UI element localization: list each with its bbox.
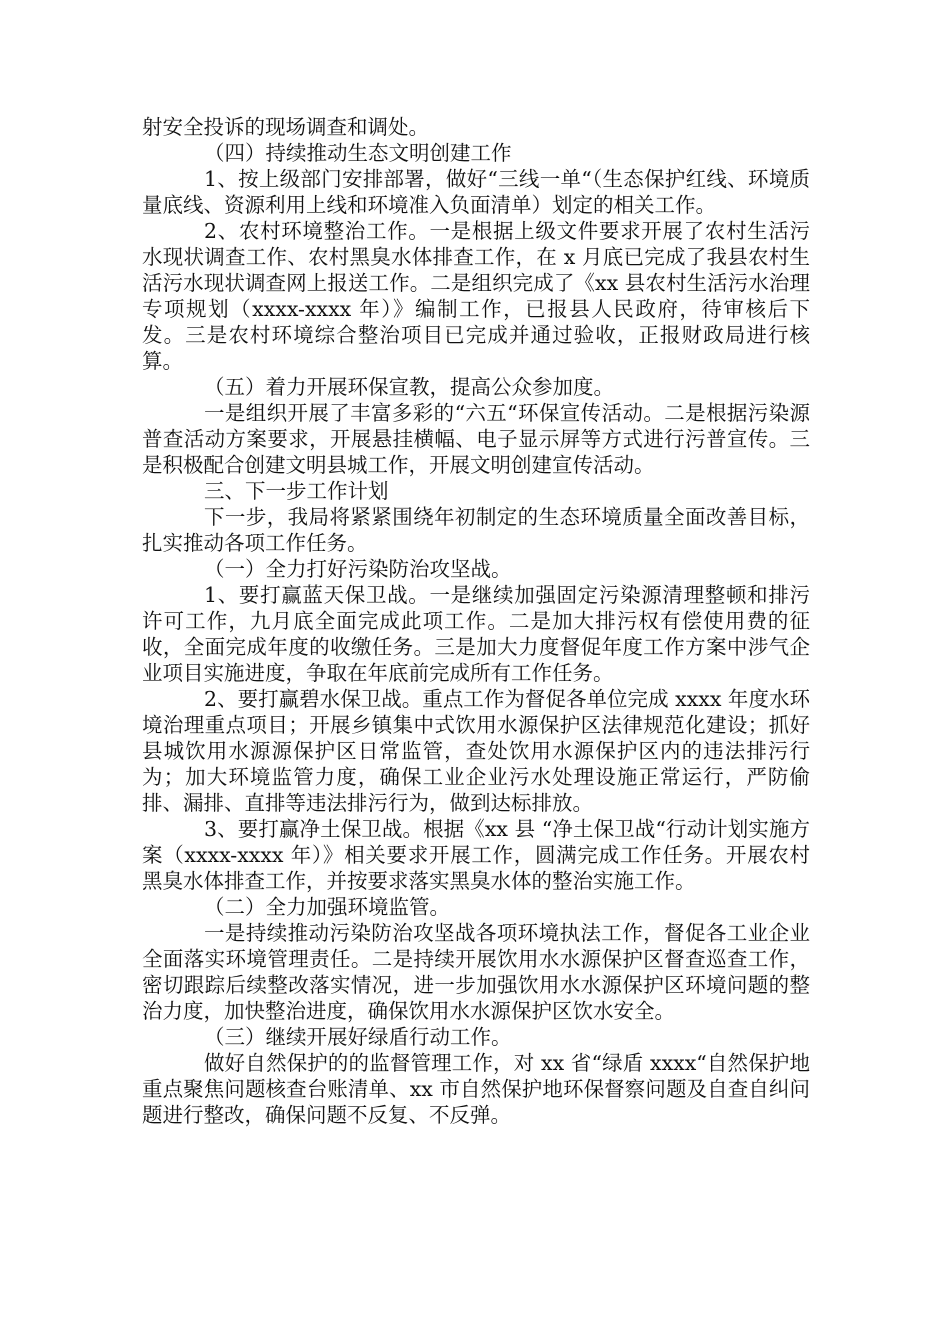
paragraph: 做好自然保护的的监督管理工作，对 xx 省“绿盾 xxxx“自然保护地重点聚焦问题核查台账清单、xx 市自然保护地环保督察问题及自查自纠问题进行整改，确保问题不反复、不反弹。 [142,1051,810,1127]
paragraph-continuation: 射安全投诉的现场调查和调处。 [142,115,429,139]
paragraph: 下一步，我局将紧紧围绕年初制定的生态环境质量全面改善目标，扎实推动各项工作任务。 [142,505,810,555]
paragraph: 一是持续推动污染防治攻坚战各项环境执法工作，督促各工业企业全面落实环境管理责任。二是持续开展饮用水水源保护区督查巡查工作，密切跟踪后续整改落实情况，进一步加强饮用水水源保护区环境问题的整治力度，加快整治进度，确保饮用水水源保护区饮水安全。 [142,921,810,1023]
document-body [142,114,810,1128]
paragraph: 2、农村环境整治工作。一是根据上级文件要求开展了农村生活污水现状调查工作、农村黑臭水体排查工作，在 x 月底已完成了我县农村生活污水现状调查网上报送工作。二是组织完成了《xx 县农村生活污水治理专项规划（xxxx-xxxx 年）》编制工作，已报县人民政府，待审核后下发。三是农村环境综合整治项目已完成并通过验收，正报财政局进行核算。 [142,219,810,373]
section-heading-5: （五）着力开展环保宣教，提高公众参加度。 [204,375,614,399]
paragraph: 1、要打赢蓝天保卫战。一是继续加强固定污染源清理整顿和排污许可工作，九月底全面完成此项工作。二是加大排污权有偿使用费的征收，全面完成年度的收缴任务。三是加大力度督促年度工作方案中涉气企业项目实施进度，争取在年底前完成所有工作任务。 [142,583,810,685]
chapter-heading-3: 三、下一步工作计划 [204,479,389,503]
section-heading-2: （二）全力加强环境监管。 [204,895,450,919]
section-heading-4: （四）持续推动生态文明创建工作 [204,141,512,165]
paragraph: 一是组织开展了丰富多彩的“六五“环保宣传活动。二是根据污染源普查活动方案要求，开展悬挂横幅、电子显示屏等方式进行污普宣传。三是积极配合创建文明县城工作，开展文明创建宣传活动。 [142,401,810,477]
paragraph: 3、要打赢净土保卫战。根据《xx 县 “净土保卫战“行动计划实施方案（xxxx-xxxx 年）》相关要求开展工作，圆满完成工作任务。开展农村黑臭水体排查工作，并按要求落实黑臭水体的整治实施工作。 [142,817,810,893]
section-heading-1: （一）全力打好污染防治攻坚战。 [204,557,512,581]
paragraph: 2、要打赢碧水保卫战。重点工作为督促各单位完成 xxxx 年度水环境治理重点项目；开展乡镇集中式饮用水源保护区法律规范化建设；抓好县城饮用水源源保护区日常监管，查处饮用水源保护区内的违法排污行为；加大环境监管力度，确保工业企业污水处理设施正常运行，严防偷排、漏排、直排等违法排污行为，做到达标排放。 [142,687,810,815]
section-heading-3: （三）继续开展好绿盾行动工作。 [204,1025,512,1049]
paragraph: 1、按上级部门安排部署，做好“三线一单“（生态保护红线、环境质量底线、资源利用上线和环境准入负面清单）划定的相关工作。 [142,167,810,217]
